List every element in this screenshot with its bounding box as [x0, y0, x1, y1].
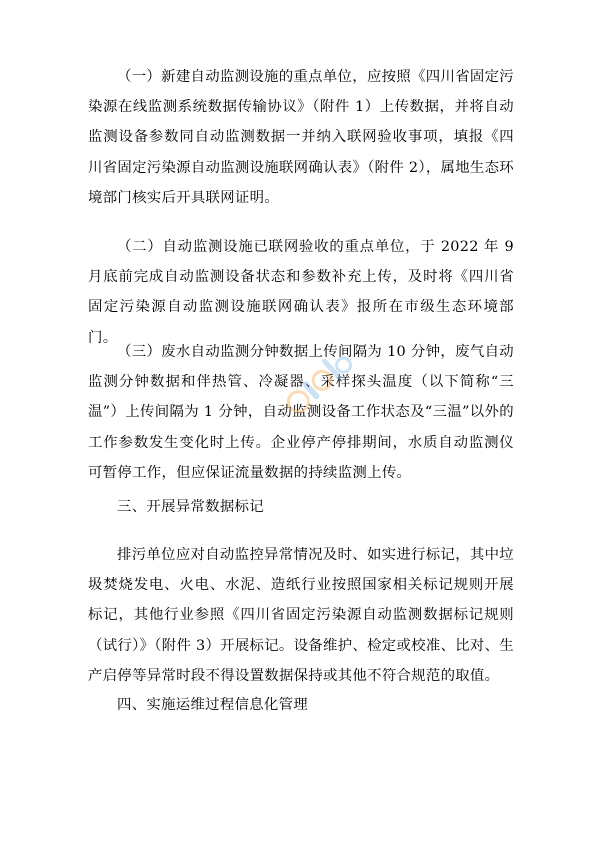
section-heading-operations: 四、实施运维过程信息化管理: [117, 697, 308, 713]
paragraph-upload-intervals: （三）废水自动监测分钟数据上传间隔为 10 分钟，废气自动监测分钟数据和伴热管、冷凝器、采样探头温度（以下简称“三温”）上传间隔为 1 分钟，自动监测设备工作状态及“三温”以外的工作参数发生变化时上传。企业停产停排期间，水质自动监测仪可暂停工作，但应保证流量数据的持续监测上传。: [88, 344, 514, 481]
paragraph-existing-facilities: （二）自动监测设施已联网验收的重点单位，于 2022 年 9 月底前完成自动监测设备状态和参数补充上传，及时将《四川省固定污染源自动监测设施联网确认表》报所在市级生态环境部门。: [88, 239, 514, 346]
paragraph-new-facilities: （一）新建自动监测设施的重点单位，应按照《四川省固定污染源在线监测系统数据传输协议》（附件 1）上传数据，并将自动监测设备参数同自动监测数据一并纳入联网验收事项，填报《四川省固定污染源自动监测设施联网确认表》（附件 2），属地生态环境部门核实后开具联网证明。: [88, 69, 514, 206]
paragraph-data-marking: 排污单位应对自动监控异常情况及时、如实进行标记，其中垃圾焚烧发电、火电、水泥、造纸行业按照国家相关标记规则开展标记，其他行业参照《四川省固定污染源自动监测数据标记规则（试行）》（附件 3）开展标记。设备维护、检定或校准、比对、生产启停等异常时段不得设置数据保持或其他不符合规范的取值。: [88, 547, 514, 684]
section-heading-abnormal-data: 三、开展异常数据标记: [117, 499, 264, 515]
